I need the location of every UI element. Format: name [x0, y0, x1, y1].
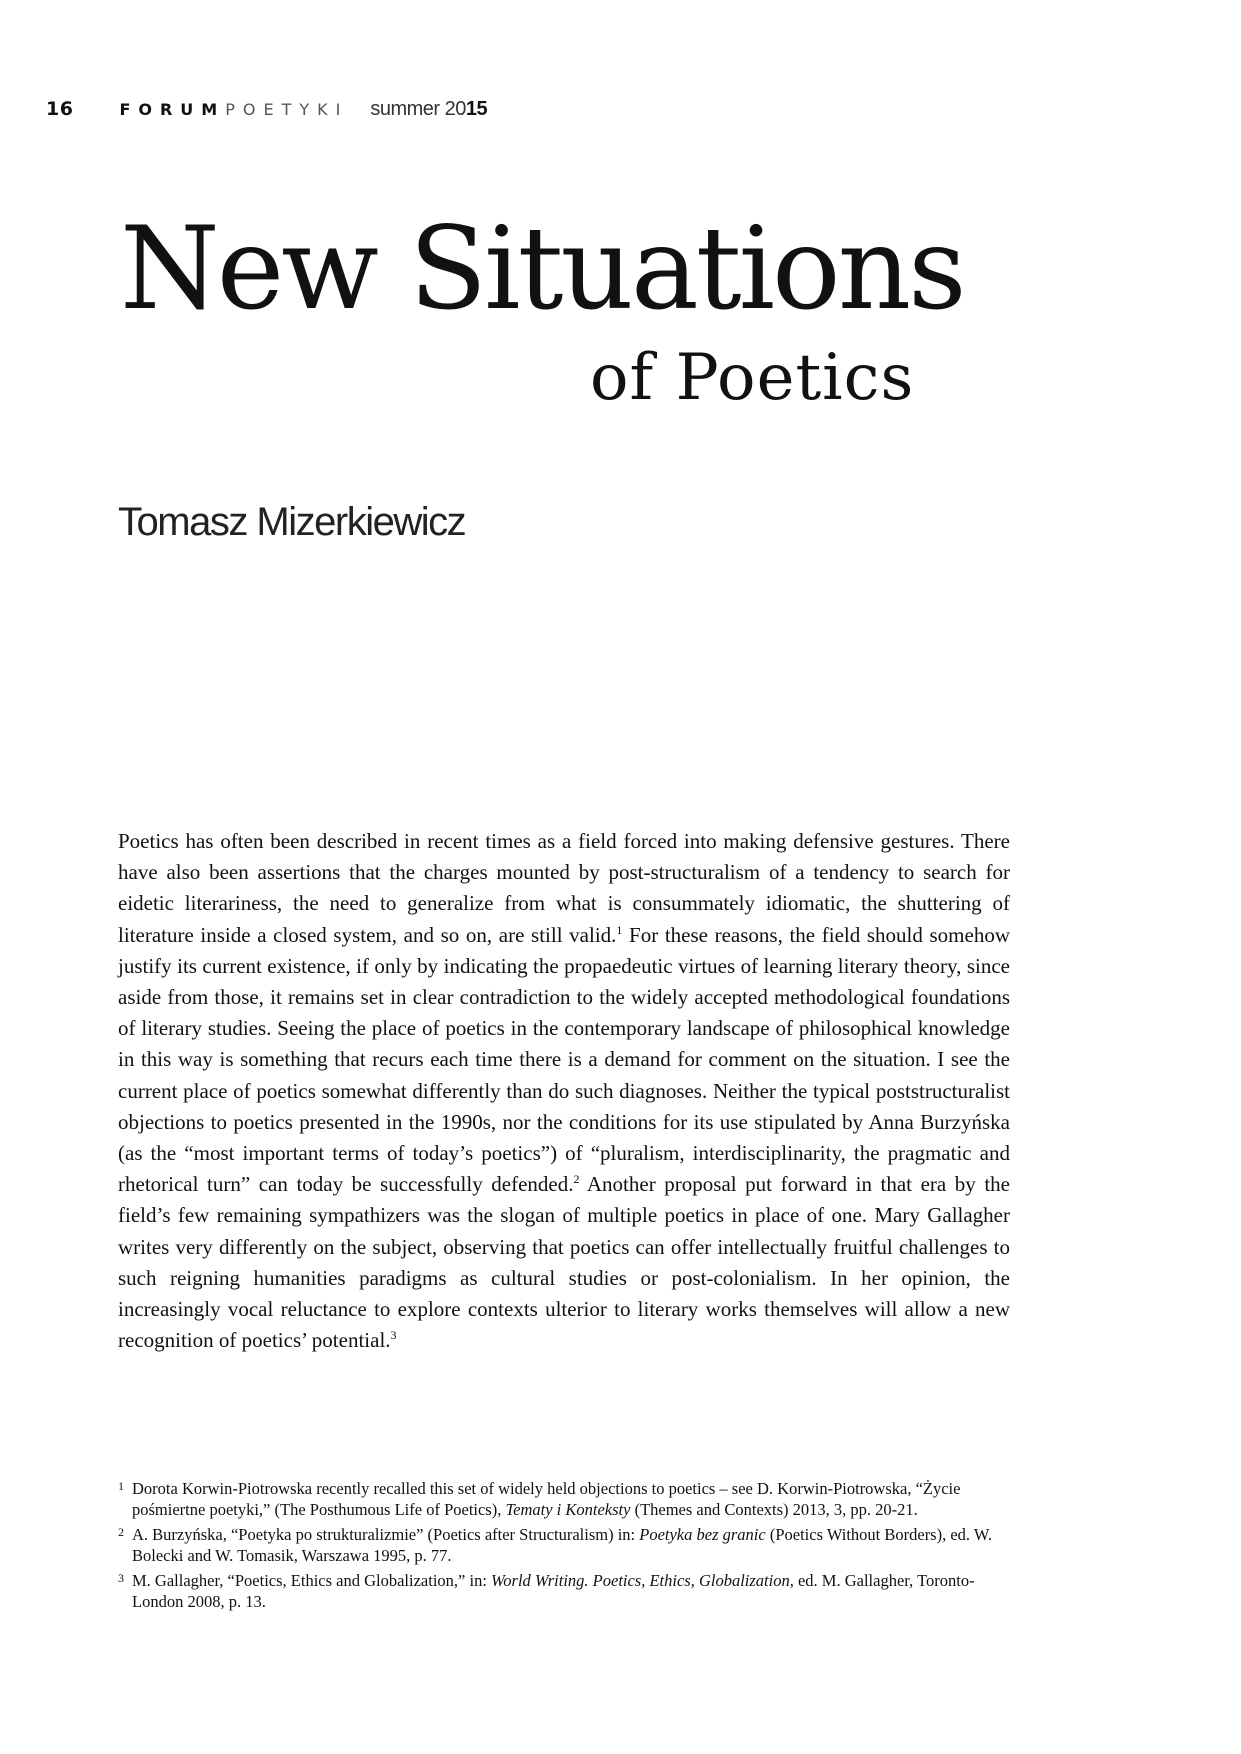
journal-name-forum: FORUM	[119, 100, 226, 119]
footnote-text-post: , ed. M. Gallagher, Toronto-London 2008, p. 13.	[132, 1571, 975, 1611]
footnotes	[118, 1478, 1010, 1616]
issue-season: summer 20	[370, 98, 466, 120]
article-author: Tomasz Mizerkiewicz	[118, 500, 466, 544]
footnote-mark: 1	[118, 1479, 124, 1493]
journal-name	[119, 100, 348, 119]
footnote-text-post: (Poetics Without Borders), ed. W. Bolecki and W. Tomasik, Warszawa 1995, p. 77.	[132, 1525, 993, 1565]
body-text-part-3: Another proposal put forward in that era by the field’s few remaining sympathizers was the slogan of multiple poetics in place of one. Mary Gallagher writes very differently on the subject, observing that poetics can offer intellectually fruitful challenges to such reigning humanities paradigms as cultural studies or post-colonialism. In her opinion, the increasingly vocal reluctance to explore contexts ulterior to literary works themselves will allow a new recognition of poetics’ potential.	[118, 1172, 1010, 1353]
footnote-text-pre: Dorota Korwin-Piotrowska recently recalled this set of widely held objections to poetics – see D. Korwin-Piotrowska, “Życie pośmiertne poetyki,” (The Posthumous Life of Poetics),	[132, 1479, 961, 1519]
footnote-text	[132, 1570, 1010, 1612]
issue-year-end: 15	[465, 98, 488, 120]
body-paragraph	[118, 826, 1010, 1356]
body-text-part-2: For these reasons, the field should somehow justify its current existence, if only by indicating the propaedeutic virtues of learning literary theory, since aside from those, it remains set in clear contradiction to the widely accepted methodological foundations of literary studies. Seeing the place of poetics in the contemporary landscape of philosophical knowledge in this way is something that recurs each time there is a demand for comment on the situation. I see the current place of poetics somewhat differently than do such diagnoses. Neither the typical poststructuralist objections to poetics presented in the 1990s, nor the conditions for its use stipulated by Anna Burzyńska (as the “most important terms of today’s poetics”) of “pluralism, interdisciplinarity, the pragmatic and rhetorical turn” can today be successfully defended.	[118, 922, 1010, 1197]
journal-name-poetyki: POETYKI	[225, 100, 349, 119]
running-header	[46, 98, 487, 122]
footnote-ref-2[interactable]: 2	[573, 1172, 580, 1187]
body-text-part-1: Poetics has often been described in recent times as a field forced into making defensive gestures. There have also been assertions that the charges mounted by post-structuralism of a tendency to search for eidetic literariness, the need to generalize from what is consummately idiomatic, the shuttering of literature inside a closed system, and so on, are still valid.	[118, 829, 1010, 947]
footnote-text-italic: Poetyka bez granic	[639, 1525, 766, 1544]
issue-label	[370, 98, 487, 121]
footnote-text	[132, 1478, 1010, 1520]
footnote-text-pre: M. Gallagher, “Poetics, Ethics and Globalization,” in:	[132, 1571, 492, 1590]
article-subtitle: of Poetics	[590, 341, 915, 415]
footnote-text-pre: A. Burzyńska, “Poetyka po strukturalizmie” (Poetics after Structuralism) in:	[132, 1525, 640, 1544]
footnote-text-italic: Tematy i Konteksty	[505, 1500, 631, 1519]
footnote-1	[118, 1478, 1010, 1520]
footnote-text	[132, 1524, 1010, 1566]
footnote-2	[118, 1524, 1010, 1566]
page-number: 16	[46, 98, 74, 120]
footnote-3	[118, 1570, 1010, 1612]
footnote-text-italic: World Writing. Poetics, Ethics, Globalization	[491, 1571, 790, 1590]
footnote-text-post: (Themes and Contexts) 2013, 3, pp. 20-21.	[630, 1500, 918, 1519]
footnote-ref-3[interactable]: 3	[390, 1328, 397, 1343]
footnote-ref-1[interactable]: 1	[616, 922, 623, 937]
footnote-mark: 3	[118, 1571, 124, 1585]
footnote-mark: 2	[118, 1525, 124, 1539]
article-title: New Situations	[120, 202, 964, 335]
